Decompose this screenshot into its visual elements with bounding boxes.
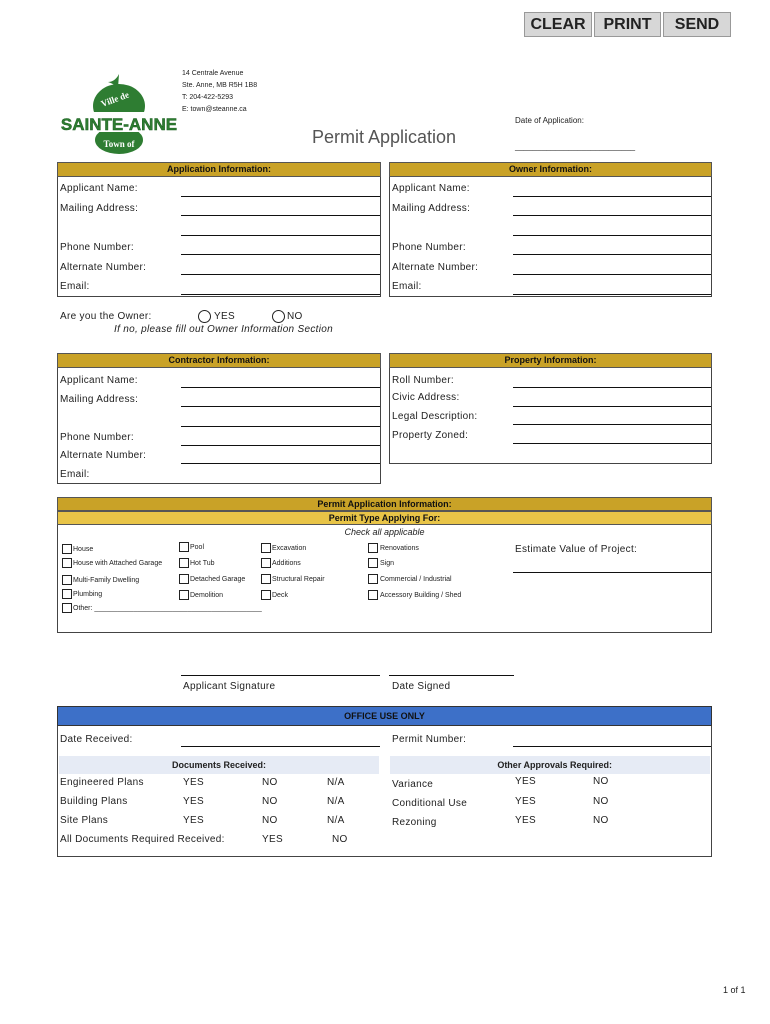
doc-row-no[interactable]: NO: [262, 815, 278, 826]
page-number: 1 of 1: [723, 985, 746, 995]
owner-alternate-field[interactable]: [513, 274, 711, 275]
address-phone: T: 204-422-5293: [182, 94, 233, 101]
permit-number-label: Permit Number:: [392, 734, 467, 745]
contractor-email-label: Email:: [60, 469, 90, 480]
checkbox-additions[interactable]: [261, 558, 271, 568]
all-docs-label: All Documents Required Received:: [60, 834, 225, 845]
date-received-field[interactable]: [181, 746, 380, 747]
property-zoned-label: Property Zoned:: [392, 430, 469, 441]
app-alternate-label: Alternate Number:: [60, 262, 147, 273]
owner-applicant-name-field[interactable]: [513, 196, 711, 197]
label-other: Other: ___________________________________________: [73, 605, 262, 612]
app-mailing-address-field-1[interactable]: [181, 215, 380, 216]
checkbox-renovations[interactable]: [368, 543, 378, 553]
property-info-header: Property Information:: [389, 353, 712, 368]
owner-phone-field[interactable]: [513, 254, 711, 255]
checkbox-pool[interactable]: [179, 542, 189, 552]
checkbox-house-attached-garage[interactable]: [62, 558, 72, 568]
estimate-value-field[interactable]: [513, 572, 711, 573]
property-civic-field[interactable]: [513, 406, 711, 407]
label-detached-garage: Detached Garage: [190, 576, 246, 583]
checkbox-demolition[interactable]: [179, 590, 189, 600]
office-use-header: OFFICE USE ONLY: [57, 706, 712, 726]
app-phone-label: Phone Number:: [60, 242, 134, 253]
applicant-signature-label: Applicant Signature: [183, 681, 276, 692]
owner-info-header: Owner Information:: [389, 162, 712, 177]
owner-no-label: NO: [287, 311, 303, 322]
all-docs-no[interactable]: NO: [332, 834, 348, 845]
doc-row-name: Engineered Plans: [60, 777, 144, 788]
app-alternate-field[interactable]: [181, 274, 380, 275]
contractor-info-header: Contractor Information:: [57, 353, 381, 368]
approval-row-yes[interactable]: YES: [515, 776, 536, 787]
label-commercial-industrial: Commercial / Industrial: [380, 576, 452, 583]
doc-row-na[interactable]: N/A: [327, 796, 345, 807]
contractor-alternate-label: Alternate Number:: [60, 450, 147, 461]
contractor-phone-label: Phone Number:: [60, 432, 134, 443]
property-legal-field[interactable]: [513, 424, 711, 425]
doc-row-yes[interactable]: YES: [183, 815, 204, 826]
label-sign: Sign: [380, 560, 395, 567]
property-roll-label: Roll Number:: [392, 375, 454, 386]
owner-email-label: Email:: [392, 281, 422, 292]
owner-question-label: Are you the Owner:: [60, 311, 152, 322]
owner-alternate-label: Alternate Number:: [392, 262, 479, 273]
label-pool: Pool: [190, 544, 205, 551]
checkbox-detached-garage[interactable]: [179, 574, 189, 584]
label-structural-repair: Structural Repair: [272, 576, 325, 583]
checkbox-excavation[interactable]: [261, 543, 271, 553]
contractor-mailing-address-label: Mailing Address:: [60, 394, 139, 405]
property-civic-label: Civic Address:: [392, 392, 460, 403]
owner-info-box: [389, 177, 712, 297]
approval-row-no[interactable]: NO: [593, 815, 609, 826]
town-logo-graphic: [56, 72, 182, 162]
date-signed-field[interactable]: [389, 675, 514, 676]
approval-row-yes[interactable]: YES: [515, 815, 536, 826]
label-accessory-building: Accessory Building / Shed: [380, 592, 462, 599]
address-email: E: town@steanne.ca: [182, 106, 247, 113]
property-roll-field[interactable]: [513, 387, 711, 388]
logo-main-text: SAINTE-ANNE: [60, 115, 178, 134]
checkbox-house[interactable]: [62, 544, 72, 554]
approval-row-no[interactable]: NO: [593, 776, 609, 787]
checkbox-multi-family[interactable]: [62, 575, 72, 585]
property-legal-label: Legal Description:: [392, 411, 478, 422]
logo-bottom-text: Town of: [103, 139, 135, 149]
date-of-application-field[interactable]: ___________________________: [515, 142, 636, 151]
all-docs-yes[interactable]: YES: [262, 834, 283, 845]
checkbox-other[interactable]: [62, 603, 72, 613]
checkbox-sign[interactable]: [368, 558, 378, 568]
label-hot-tub: Hot Tub: [190, 560, 215, 567]
contractor-applicant-name-label: Applicant Name:: [60, 375, 138, 386]
app-mailing-address-label: Mailing Address:: [60, 203, 139, 214]
approval-row-yes[interactable]: YES: [515, 796, 536, 807]
app-email-label: Email:: [60, 281, 90, 292]
other-approvals-header: Other Approvals Required:: [390, 756, 710, 774]
owner-mailing-address-label: Mailing Address:: [392, 203, 471, 214]
owner-email-field[interactable]: [513, 294, 711, 295]
address-line2: Ste. Anne, MB R5H 1B8: [182, 82, 258, 89]
label-excavation: Excavation: [272, 545, 307, 552]
doc-row-name: Site Plans: [60, 815, 109, 826]
owner-yes-label: YES: [214, 311, 235, 322]
date-signed-label: Date Signed: [392, 681, 451, 692]
label-multi-family: Multi-Family Dwelling: [73, 577, 140, 584]
documents-received-header: Documents Received:: [59, 756, 379, 774]
town-logo: [56, 72, 182, 162]
print-button[interactable]: PRINT: [594, 12, 661, 37]
send-button[interactable]: SEND: [663, 12, 731, 37]
clear-button[interactable]: CLEAR: [524, 12, 592, 37]
doc-row-no[interactable]: NO: [262, 796, 278, 807]
app-applicant-name-label: Applicant Name:: [60, 183, 138, 194]
address-line1: 14 Centrale Avenue: [182, 70, 244, 77]
check-all-note: Check all applicable: [344, 527, 425, 537]
doc-row-no[interactable]: NO: [262, 777, 278, 788]
applicant-signature-field[interactable]: [181, 675, 380, 676]
permit-info-header: Permit Application Information:: [57, 497, 712, 511]
checkbox-deck[interactable]: [261, 590, 271, 600]
doc-row-na[interactable]: N/A: [327, 777, 345, 788]
contractor-applicant-name-field[interactable]: [181, 387, 380, 388]
contractor-mailing-address-field-1[interactable]: [181, 406, 380, 407]
owner-mailing-address-field-1[interactable]: [513, 215, 711, 216]
date-of-application-label: Date of Application:: [515, 116, 584, 125]
doc-row-name: Building Plans: [60, 796, 128, 807]
application-info-box: [57, 177, 381, 297]
app-email-field[interactable]: [181, 294, 380, 295]
contractor-alternate-field[interactable]: [181, 463, 380, 464]
checkbox-commercial-industrial[interactable]: [368, 574, 378, 584]
date-received-label: Date Received:: [60, 734, 133, 745]
approval-row-name: Variance: [392, 779, 434, 790]
label-house: House: [73, 546, 94, 553]
owner-no-radio[interactable]: [272, 310, 285, 323]
owner-mailing-address-field-2[interactable]: [513, 235, 711, 236]
doc-row-yes[interactable]: YES: [183, 777, 204, 788]
doc-row-yes[interactable]: YES: [183, 796, 204, 807]
label-additions: Additions: [272, 560, 301, 567]
label-plumbing: Plumbing: [73, 591, 103, 598]
property-zoned-field[interactable]: [513, 443, 711, 444]
contractor-phone-field[interactable]: [181, 445, 380, 446]
permit-type-subheader: Permit Type Applying For:: [57, 511, 712, 525]
checkbox-hot-tub[interactable]: [179, 558, 189, 568]
page-title: Permit Application: [312, 127, 457, 147]
logo-top-text: Ville de: [99, 89, 131, 109]
estimate-value-label: Estimate Value of Project:: [515, 544, 638, 555]
permit-number-field[interactable]: [513, 746, 711, 747]
app-mailing-address-field-2[interactable]: [181, 235, 380, 236]
label-deck: Deck: [272, 592, 288, 599]
owner-phone-label: Phone Number:: [392, 242, 466, 253]
app-phone-field[interactable]: [181, 254, 380, 255]
label-demolition: Demolition: [190, 592, 224, 599]
checkbox-structural-repair[interactable]: [261, 574, 271, 584]
doc-row-na[interactable]: N/A: [327, 815, 345, 826]
owner-applicant-name-label: Applicant Name:: [392, 183, 470, 194]
app-applicant-name-field[interactable]: [181, 196, 380, 197]
checkbox-plumbing[interactable]: [62, 589, 72, 599]
owner-yes-radio[interactable]: [198, 310, 211, 323]
checkbox-accessory-building[interactable]: [368, 590, 378, 600]
application-info-header: Application Information:: [57, 162, 381, 177]
approval-row-name: Rezoning: [392, 817, 437, 828]
label-house-attached-garage: House with Attached Garage: [73, 560, 163, 567]
label-renovations: Renovations: [380, 545, 419, 552]
approval-row-no[interactable]: NO: [593, 796, 609, 807]
owner-note: If no, please fill out Owner Information Section: [114, 324, 333, 335]
contractor-mailing-address-field-2[interactable]: [181, 426, 380, 427]
approval-row-name: Conditional Use: [392, 798, 468, 809]
